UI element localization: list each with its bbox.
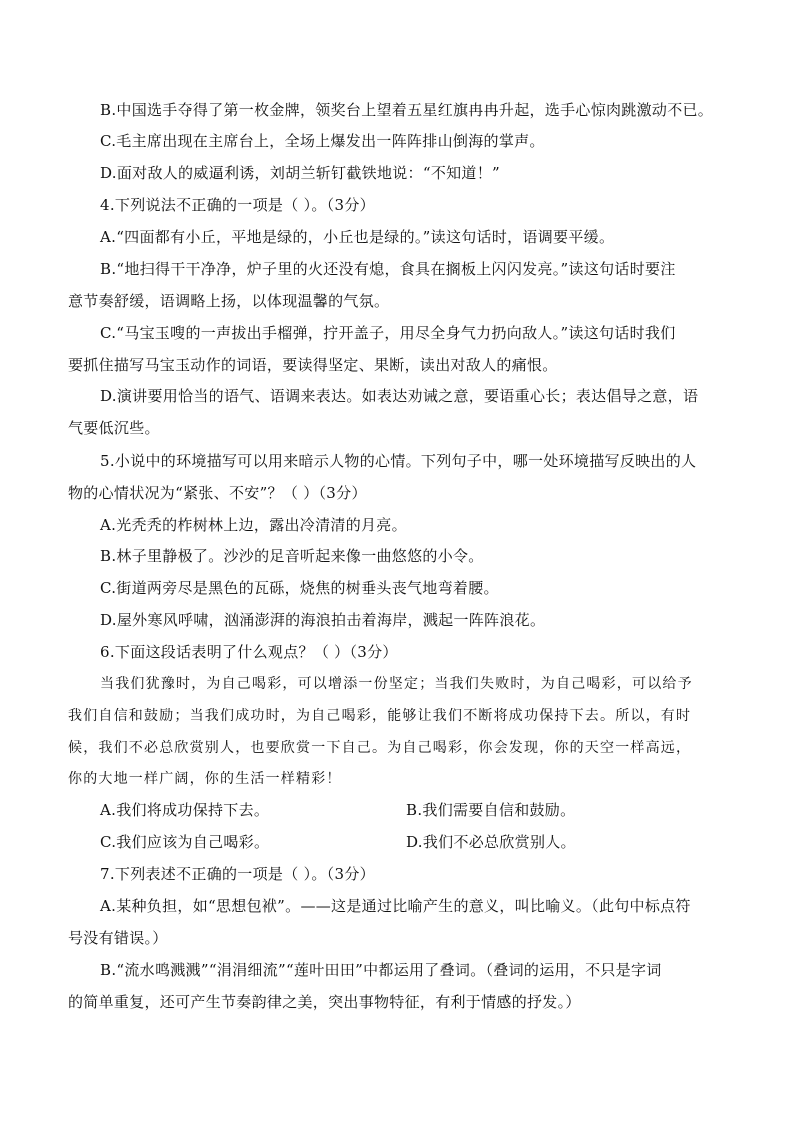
q6-passage-line2: 我们自信和鼓励；当我们成功时，为自己喝彩，能够让我们不断将成功保持下去。所以，有时 — [68, 708, 692, 724]
q6-stem: 6.下面这段话表明了什么观点？（ ）（3分） — [100, 643, 398, 661]
q6-option-d: D.我们不必总欣赏别人。 — [406, 833, 576, 851]
q4-option-d-line2: 气要低沉些。 — [68, 419, 160, 437]
q3-option-b: B.中国选手夺得了第一枚金牌，领奖台上望着五星红旗冉冉升起，选手心惊肉跳激动不已。 — [100, 101, 714, 119]
q5-option-a: A.光秃秃的柞树林上边，露出冷清清的月亮。 — [100, 516, 407, 534]
q4-option-b-line1: B.“地扫得干干净净，炉子里的火还没有熄，食具在搁板上闪闪发亮。”读这句话时要注 — [100, 260, 676, 278]
q5-stem-line2: 物的心情状况为“紧张、不安”？（ ）（3分） — [68, 484, 367, 502]
q5-option-d: D.屋外寒风呼啸，汹涌澎湃的海浪拍击着海岸，溅起一阵阵浪花。 — [100, 611, 546, 629]
q3-option-d: D.面对敌人的威逼利诱，刘胡兰斩钉截铁地说：“不知道！” — [100, 164, 500, 182]
q7-option-b-line2: 的简单重复，还可产生节奏韵律之美，突出事物特征，有利于情感的抒发。） — [68, 993, 581, 1011]
q4-option-a: A.“四面都有小丘，平地是绿的，小丘也是绿的。”读这句话时，语调要平缓。 — [100, 228, 615, 246]
q7-option-b-line1: B.“流水鸣溅溅”“涓涓细流”“莲叶田田”中都运用了叠词。（叠词的运用，不只是字词 — [100, 961, 662, 979]
q4-option-b-line2: 意节奏舒缓，语调略上扬，以体现温馨的气氛。 — [68, 292, 390, 310]
q7-option-a-line2: 号没有错误。） — [68, 929, 168, 947]
q6-passage-line1: 当我们犹豫时，为自己喝彩，可以增添一份坚定；当我们失败时，为自己喝彩，可以给予 — [100, 676, 693, 692]
q5-option-c: C.街道两旁尽是黑色的瓦砾，烧焦的树垂头丧气地弯着腰。 — [100, 579, 499, 597]
q3-option-c: C.毛主席出现在主席台上，全场上爆发出一阵阵排山倒海的掌声。 — [100, 132, 545, 150]
q6-option-a: A.我们将成功保持下去。 — [100, 801, 270, 819]
q6-passage-line4: 你的大地一样广阔，你的生活一样精彩！ — [68, 771, 342, 787]
q4-option-c-line2: 要抓住描写马宝玉动作的词语，要读得坚定、果断，读出对敌人的痛恨。 — [68, 356, 558, 374]
q5-stem-line1: 5.小说中的环境描写可以用来暗示人物的心情。下列句子中，哪一处环境描写反映出的人 — [100, 452, 697, 470]
q7-option-a-line1: A.某种负担，如“思想包袱”。——这是通过比喻产生的意义，叫比喻义。（此句中标点符 — [100, 897, 691, 915]
q4-option-d-line1: D.演讲要用恰当的语气、语调来表达。如表达劝诫之意，要语重心长；表达倡导之意，语 — [100, 387, 699, 405]
q5-option-b: B.林子里静极了。沙沙的足音听起来像一曲悠悠的小令。 — [100, 547, 484, 565]
q7-stem: 7.下列表述不正确的一项是（ ）。（3分） — [100, 865, 375, 883]
q6-option-c: C.我们应该为自己喝彩。 — [100, 833, 270, 851]
q6-option-b: B.我们需要自信和鼓励。 — [406, 801, 576, 819]
q6-passage-line3: 候，我们不必总欣赏别人，也要欣赏一下自己。为自己喝彩，你会发现，你的天空一样高远， — [68, 740, 692, 756]
q4-stem: 4.下列说法不正确的一项是（ ）。（3分） — [100, 196, 375, 214]
q4-option-c-line1: C.“马宝玉嗖的一声拔出手榴弹，拧开盖子，用尽全身气力扔向敌人。”读这句话时我们 — [100, 324, 676, 342]
